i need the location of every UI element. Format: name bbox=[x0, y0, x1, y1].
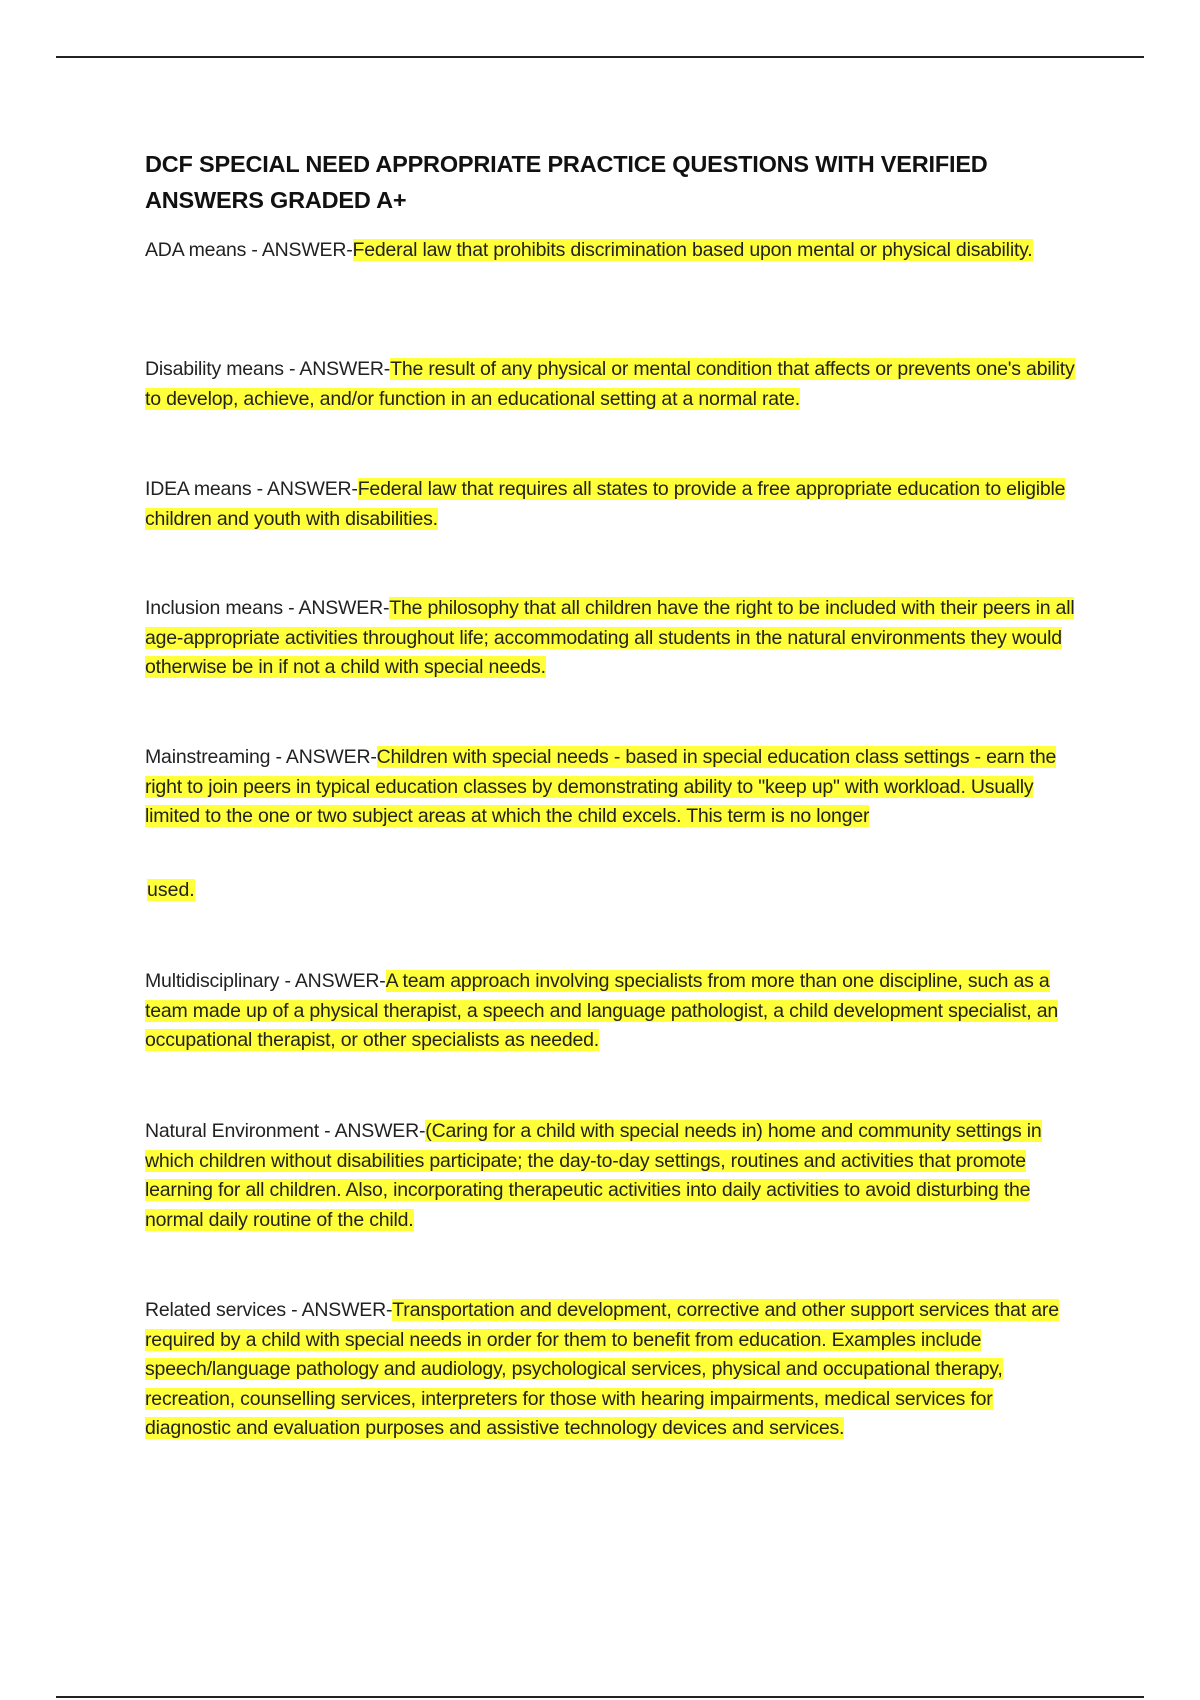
qa-entry-disability bbox=[145, 355, 1080, 414]
qa-entry-related-services bbox=[145, 1296, 1080, 1444]
question-text: Inclusion means - ANSWER- bbox=[145, 597, 390, 619]
question-text: ADA means - ANSWER- bbox=[145, 239, 353, 261]
document-title: DCF SPECIAL NEED APPROPRIATE PRACTICE QUESTIONS WITH VERIFIED ANSWERS GRADED A+ bbox=[145, 151, 988, 213]
question-text: Multidisciplinary - ANSWER- bbox=[145, 970, 386, 992]
qa-entry-mainstreaming bbox=[145, 743, 1080, 832]
answer-highlight: (Caring for a child with special needs in) home and community settings in which children without disabilities participate; the day-to-day settings, routines and activities that promote learning for all children. Also, incorporating therapeutic activities into daily activities to avoid disturbing the normal daily routine of the child. bbox=[145, 1120, 1042, 1231]
answer-highlight: Transportation and development, corrective and other support services that are required by a child with special needs in order for them to benefit from education. Examples include speech/language pathology and audiology, psychological services, physical and occupational therapy, recreation, counselling services, interpreters for those with hearing impairments, medical services for diagnostic and evaluation purposes and assistive technology devices and services. bbox=[145, 1299, 1059, 1439]
qa-entry-ada bbox=[145, 236, 1080, 266]
qa-entry-natural-environment bbox=[145, 1117, 1080, 1235]
qa-entry-multidisciplinary bbox=[145, 967, 1080, 1056]
qa-entry-inclusion bbox=[145, 594, 1080, 683]
answer-highlight: Children with special needs - based in special education class settings - earn the right to join peers in typical education classes by demonstrating ability to "keep up" with workload. Usually limited to the one or two subject areas at which the child excels. This term is no longer bbox=[145, 746, 1057, 827]
top-divider bbox=[56, 56, 1144, 58]
qa-entry-mainstreaming-continuation bbox=[147, 876, 195, 906]
bottom-divider bbox=[56, 1696, 1144, 1698]
answer-highlight: Federal law that requires all states to provide a free appropriate education to eligible children and youth with disabilities. bbox=[145, 478, 1066, 530]
question-text: Mainstreaming - ANSWER- bbox=[145, 746, 377, 768]
qa-entry-idea bbox=[145, 475, 1080, 534]
answer-highlight-continuation: used. bbox=[147, 879, 195, 901]
answer-highlight: Federal law that prohibits discrimination based upon mental or physical disability. bbox=[352, 239, 1033, 261]
answer-highlight: A team approach involving specialists from more than one discipline, such as a team made up of a physical therapist, a speech and language pathologist, a child development specialist, an occupational therapist, or other specialists as needed. bbox=[145, 970, 1059, 1051]
answer-highlight: The philosophy that all children have the right to be included with their peers in all age-appropriate activities throughout life; accommodating all students in the natural environments they would otherwise be in if not a child with special needs. bbox=[145, 597, 1075, 678]
question-text: Related services - ANSWER- bbox=[145, 1299, 393, 1321]
question-text: Disability means - ANSWER- bbox=[145, 358, 391, 380]
question-text: IDEA means - ANSWER- bbox=[145, 478, 358, 500]
question-text: Natural Environment - ANSWER- bbox=[145, 1120, 426, 1142]
answer-highlight: The result of any physical or mental condition that affects or prevents one's ability to develop, achieve, and/or function in an educational setting at a normal rate. bbox=[145, 358, 1075, 410]
